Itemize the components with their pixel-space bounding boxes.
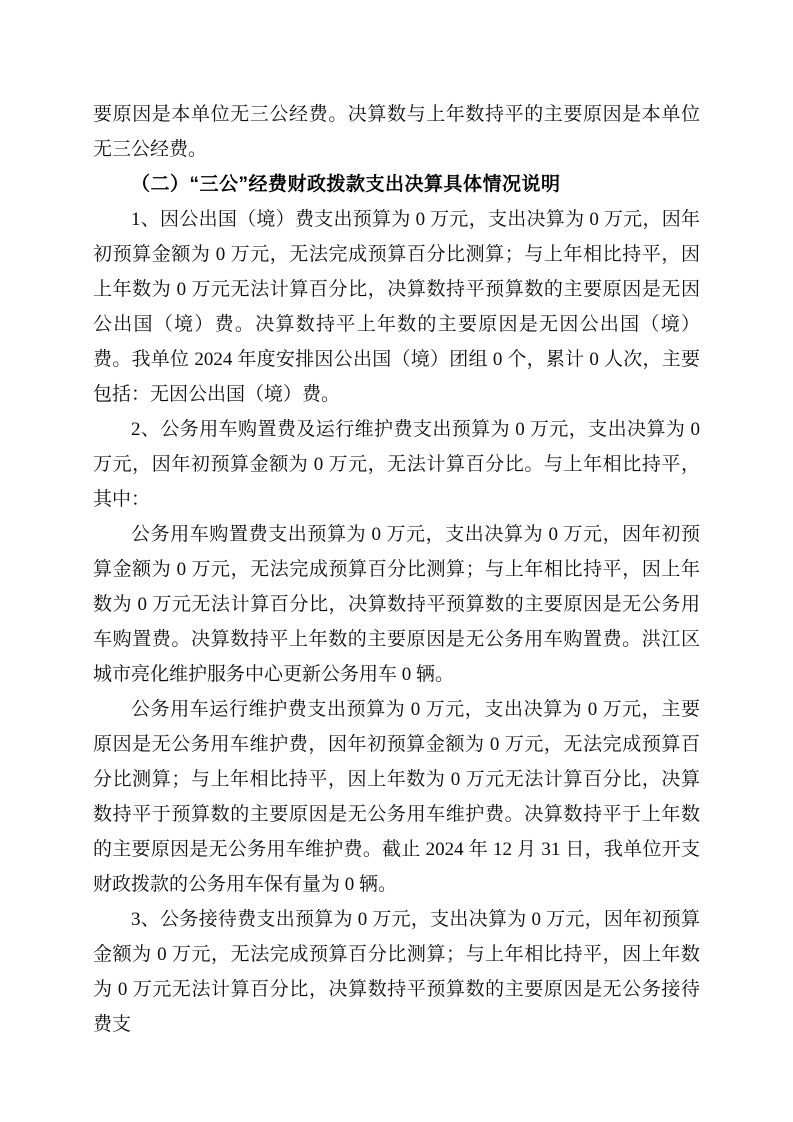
paragraph-item2-official-vehicles: 2、公务用车购置费及运行维护费支出预算为 0 万元，支出决算为 0 万元，因年初预算金额为 0 万元，无法计算百分比。与上年相比持平，其中： [93, 419, 700, 510]
document-body [93, 97, 700, 1042]
paragraph-item1-overseas-travel: 1、因公出国（境）费支出预算为 0 万元，支出决算为 0 万元，因年初预算金额为 0 万元，无法完成预算百分比测算；与上年相比持平，因上年数为 0 万元无法计算百分比，决算数持平预算数的主要原因是无因公出国（境）费。决算数持平上年数的主要原因是无因公出国（境）费。我单位 2024 年度安排因公出国（境）团组 0 个，累计 0 人次，主要包括：无因公出国（境）费。 [93, 209, 700, 405]
section-heading-three-public-funds: （二）“三公”经费财政拨款支出决算具体情况说明 [131, 174, 561, 195]
paragraph-vehicle-maintenance: 公务用车运行维护费支出预算为 0 万元，支出决算为 0 万元，主要原因是无公务用车维护费，因年初预算金额为 0 万元，无法完成预算百分比测算；与上年相比持平，因上年数为 0 万元无法计算百分比，决算数持平于预算数的主要原因是无公务用车维护费。决算数持平于上年数的主要原因是无公务用车维护费。截止 2024 年 12 月 31 日，我单位开支财政拨款的公务用车保有量为 0 辆。 [93, 699, 700, 895]
paragraph-item3-official-reception: 3、公务接待费支出预算为 0 万元，支出决算为 0 万元，因年初预算金额为 0 万元，无法完成预算百分比测算；与上年相比持平，因上年数为 0 万元无法计算百分比，决算数持平预算数的主要原因是无公务接待费支 [93, 909, 700, 1035]
paragraph-continuation: 要原因是本单位无三公经费。决算数与上年数持平的主要原因是本单位无三公经费。 [93, 104, 700, 160]
paragraph-vehicle-purchase: 公务用车购置费支出预算为 0 万元，支出决算为 0 万元，因年初预算金额为 0 万元，无法完成预算百分比测算；与上年相比持平，因上年数为 0 万元无法计算百分比，决算数持平预算数的主要原因是无公务用车购置费。决算数持平上年数的主要原因是无公务用车购置费。洪江区城市亮化维护服务中心更新公务用车 0 辆。 [93, 524, 700, 685]
